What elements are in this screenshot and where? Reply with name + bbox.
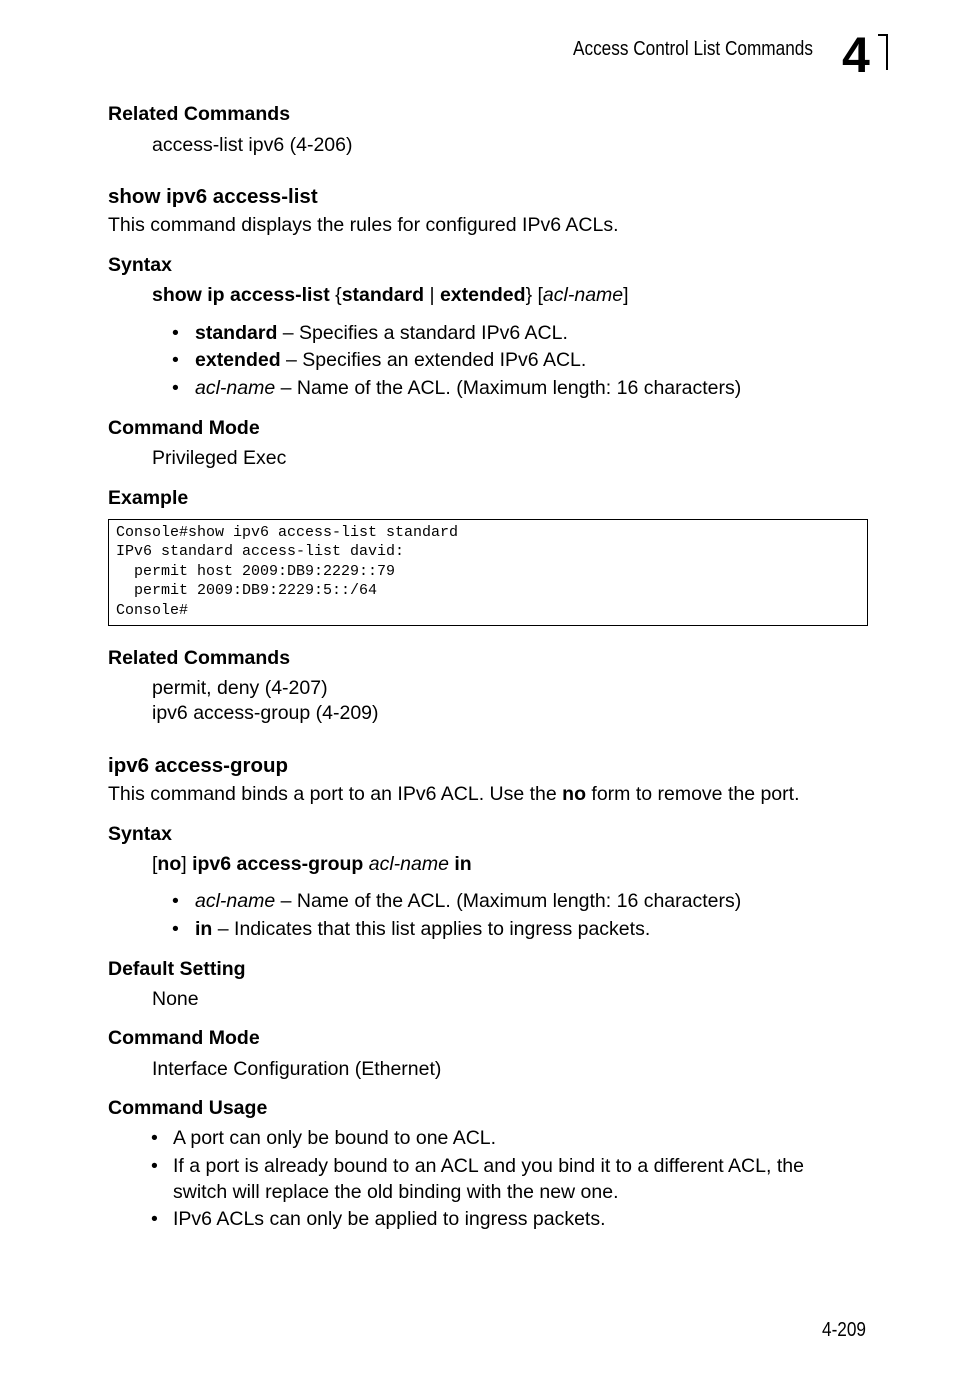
command-mode-value: Interface Configuration (Ethernet) <box>152 1058 442 1080</box>
example-code-box <box>108 519 868 626</box>
param-desc: – Name of the ACL. (Maximum length: 16 characters) <box>275 890 742 912</box>
related-command-item: permit, deny (4-207) <box>152 677 328 699</box>
command-mode-heading: Command Mode <box>108 417 260 439</box>
related-command-item: access-list ipv6 (4-206) <box>152 134 353 156</box>
usage-item: A port can only be bound to one ACL. <box>173 1127 497 1149</box>
param-term: extended <box>195 349 281 371</box>
running-header: Access Control List Commands <box>573 38 813 60</box>
syntax-heading: Syntax <box>108 823 172 845</box>
code-line: Console# <box>116 601 189 619</box>
syntax-punct: [ <box>152 853 158 875</box>
param-term: acl-name <box>195 377 276 399</box>
syntax-command: show ip access-list <box>152 284 330 306</box>
syntax-punct: ] <box>623 284 629 306</box>
default-setting-value: None <box>152 988 199 1010</box>
usage-item: IPv6 ACLs can only be applied to ingress packets. <box>173 1208 606 1230</box>
bullet-glyph: • <box>151 1155 158 1177</box>
command-mode-value: Privileged Exec <box>152 447 287 469</box>
code-line: IPv6 standard access-list david: <box>116 543 405 561</box>
syntax-punct: } [ <box>525 284 543 306</box>
param-desc: – Specifies an extended IPv6 ACL. <box>280 349 587 371</box>
param-item <box>195 890 741 913</box>
chapter-number: 4 <box>842 27 870 83</box>
param-desc: – Name of the ACL. (Maximum length: 16 characters) <box>275 377 742 399</box>
related-command-item: ipv6 access-group (4-209) <box>152 702 379 724</box>
param-term: in <box>195 918 213 940</box>
syntax-line <box>152 853 472 876</box>
bullet-glyph: • <box>172 322 179 344</box>
command-title: show ipv6 access-list <box>108 185 318 208</box>
param-desc: – Indicates that this list applies to ingress packets. <box>212 918 651 940</box>
syntax-param: acl-name <box>368 853 449 875</box>
example-heading: Example <box>108 487 189 509</box>
command-title: ipv6 access-group <box>108 754 289 777</box>
syntax-keyword: in <box>454 853 472 875</box>
bullet-glyph: • <box>172 890 179 912</box>
syntax-keyword: extended <box>439 284 526 306</box>
param-item <box>195 322 568 345</box>
command-usage-heading: Command Usage <box>108 1097 268 1119</box>
bullet-glyph: • <box>151 1208 158 1230</box>
bullet-glyph: • <box>151 1127 158 1149</box>
description-keyword: no <box>562 783 586 805</box>
syntax-punct: ] <box>181 853 193 875</box>
syntax-punct: { <box>329 284 342 306</box>
command-mode-heading: Command Mode <box>108 1027 260 1049</box>
param-term: standard <box>195 322 278 344</box>
param-item <box>195 377 741 400</box>
command-description <box>108 783 800 806</box>
param-desc: – Specifies a standard IPv6 ACL. <box>277 322 568 344</box>
code-line: permit 2009:DB9:2229:5::/64 <box>116 582 378 600</box>
usage-item: If a port is already bound to an ACL and you bind it to a different ACL, the <box>173 1155 804 1177</box>
command-description: This command displays the rules for configured IPv6 ACLs. <box>108 214 619 236</box>
syntax-punct: | <box>424 284 440 306</box>
description-text: form to remove the port. <box>585 783 800 805</box>
syntax-keyword: standard <box>341 284 425 306</box>
syntax-keyword: no <box>157 853 182 875</box>
chapter-tab-border <box>878 34 888 70</box>
syntax-command: ipv6 access-group <box>192 853 364 875</box>
param-item <box>195 349 586 372</box>
related-commands-heading: Related Commands <box>108 647 291 669</box>
syntax-heading: Syntax <box>108 254 172 276</box>
bullet-glyph: • <box>172 377 179 399</box>
syntax-line <box>152 284 629 307</box>
default-setting-heading: Default Setting <box>108 958 246 980</box>
related-commands-heading: Related Commands <box>108 103 291 125</box>
param-term: acl-name <box>195 890 276 912</box>
bullet-glyph: • <box>172 349 179 371</box>
syntax-param: acl-name <box>542 284 624 306</box>
param-item <box>195 918 650 941</box>
bullet-glyph: • <box>172 918 179 940</box>
code-line: Console#show ipv6 access-list standard <box>116 524 459 541</box>
description-text: This command binds a port to an IPv6 ACL. Use the <box>108 783 563 805</box>
page-number: 4-209 <box>822 1319 866 1341</box>
usage-item-continued: switch will replace the old binding with the new one. <box>173 1181 619 1203</box>
code-line: permit host 2009:DB9:2229::79 <box>116 562 396 580</box>
